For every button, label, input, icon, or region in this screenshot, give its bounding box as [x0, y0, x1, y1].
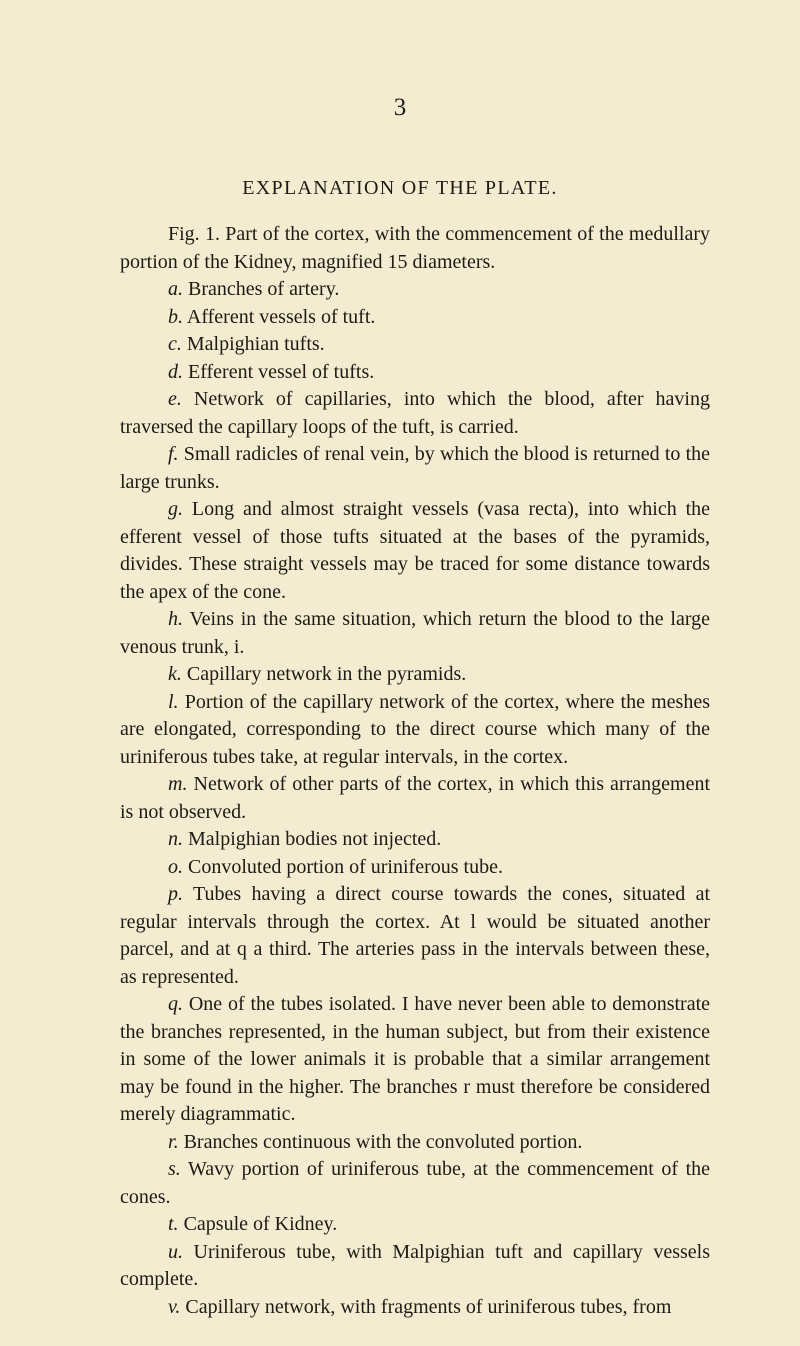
- legend-item-o: [120, 854, 710, 882]
- legend-label: u.: [168, 1240, 183, 1263]
- legend-label: r.: [168, 1130, 179, 1153]
- legend-item-n: [120, 826, 710, 854]
- legend-item-q: [120, 991, 710, 1129]
- legend-item-k: [120, 661, 710, 689]
- legend-item-e: [120, 386, 710, 441]
- legend-text: Capillary network, with fragments of uriniferous tubes, from: [185, 1295, 672, 1318]
- legend-text: Branches of artery.: [188, 278, 340, 300]
- legend-text: Capsule of Kidney.: [183, 1213, 338, 1235]
- legend-item-s: [120, 1156, 710, 1211]
- legend-text: Capillary network in the pyramids.: [186, 663, 467, 685]
- legend-item-t: [120, 1211, 710, 1239]
- legend-text: Branches continuous with the convoluted portion.: [183, 1130, 583, 1153]
- legend-text: Efferent vessel of tufts.: [188, 360, 375, 383]
- legend-text: Network of other parts of the cortex, in which this arrangement is not observed.: [120, 773, 711, 823]
- legend-label: g.: [168, 498, 183, 520]
- legend-label: s.: [168, 1158, 181, 1180]
- legend-item-f: [120, 441, 710, 496]
- legend-label: b.: [168, 305, 183, 328]
- legend-label: e.: [168, 388, 182, 410]
- legend-item-h: [120, 606, 710, 661]
- legend-item-u: [120, 1239, 710, 1294]
- legend-label: v.: [168, 1295, 181, 1318]
- legend-text: Small radicles of renal vein, by which the blood is returned to the large trunks.: [120, 443, 711, 493]
- legend-label: c.: [168, 333, 182, 355]
- legend-item-g: [120, 496, 710, 606]
- legend-label: d.: [168, 360, 183, 383]
- legend-item-b: [120, 304, 710, 332]
- legend-text: Uriniferous tube, with Malpighian tuft and capillary vessels complete.: [120, 1240, 710, 1290]
- legend-text: Portion of the capillary network of the cortex, where the meshes are elongated, corresponding to the direct course which many of the uriniferous tubes take, at regular intervals, in the cortex.: [120, 690, 710, 768]
- legend-item-p: [120, 881, 710, 991]
- legend-label: p.: [168, 883, 183, 905]
- legend-text: Tubes having a direct course towards the cones, situated at regular intervals through the cortex. At l would be situated another parcel, and at q a third. The arteries pass in the intervals between these, as represented.: [120, 883, 711, 988]
- legend-text: Wavy portion of uriniferous tube, at the commencement of the cones.: [120, 1158, 710, 1208]
- page-heading: EXPLANATION OF THE PLATE.: [242, 177, 558, 199]
- legend-text: Afferent vessels of tuft.: [186, 305, 376, 328]
- legend-label: l.: [168, 690, 179, 713]
- legend-label: o.: [168, 855, 183, 878]
- legend-text: Network of capillaries, into which the blood, after having traversed the capillary loops of the tuft, is carried.: [120, 388, 710, 438]
- legend-text: One of the tubes isolated. I have never been able to demonstrate the branches represented, in the human subject, but from their existence in some of the lower animals it is probable that a similar arrangement may be found in the higher. The branches r must therefore be considered merely diagrammatic.: [120, 993, 711, 1125]
- legend-label: m.: [168, 773, 188, 795]
- legend-item-a: [120, 276, 710, 304]
- legend-item-m: [120, 771, 710, 826]
- legend-label: k.: [168, 663, 182, 685]
- legend-item-v: [120, 1294, 710, 1322]
- legend-item-d: [120, 359, 710, 387]
- legend-item-c: [120, 331, 710, 359]
- legend-label: t.: [168, 1213, 179, 1235]
- legend-label: f.: [168, 443, 179, 465]
- legend-text: Malpighian tufts.: [186, 333, 325, 355]
- legend-label: h.: [168, 608, 183, 630]
- legend-label: n.: [168, 828, 183, 850]
- legend-text: Malpighian bodies not injected.: [188, 828, 442, 850]
- figure-caption: Fig. 1. Part of the cortex, with the commencement of the medullary portion of the Kidney, magnified 15 diameters.: [120, 223, 710, 273]
- legend-label: a.: [168, 278, 183, 300]
- plate-explanation: [120, 221, 710, 1321]
- legend-item-r: [120, 1129, 710, 1157]
- legend-text: Veins in the same situation, which return the blood to the large venous trunk, i.: [120, 608, 710, 658]
- legend-item-l: [120, 689, 710, 772]
- legend-label: q.: [168, 993, 183, 1015]
- page-number: 3: [393, 94, 407, 121]
- legend-text: Convoluted portion of uriniferous tube.: [188, 855, 503, 878]
- legend-text: Long and almost straight vessels (vasa recta), into which the efferent vessel of those tufts situated at the bases of the pyramids, divides. These straight vessels may be traced for some distance towards the apex of the cone.: [120, 498, 711, 603]
